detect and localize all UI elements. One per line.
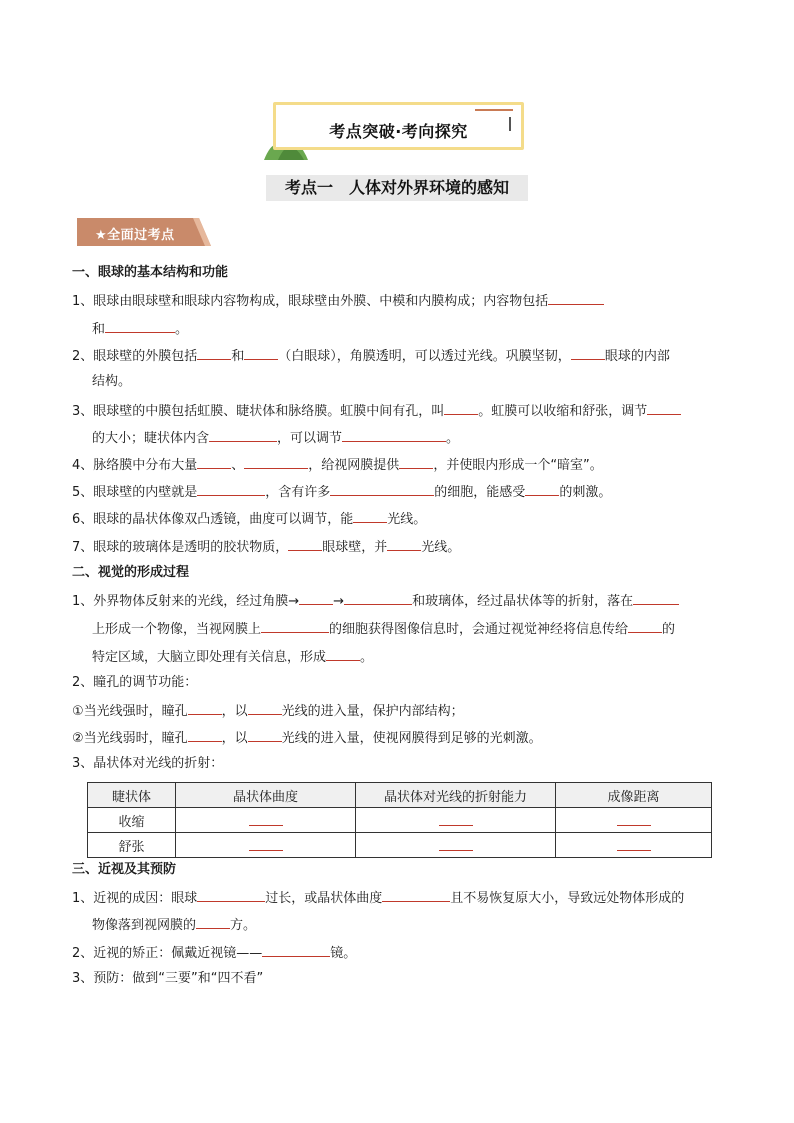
- answer-blank[interactable]: [344, 592, 412, 605]
- q4-line: [72, 456, 603, 474]
- banner-accent: [475, 109, 513, 111]
- answer-blank[interactable]: [197, 456, 231, 469]
- table-header-cell: 成像距离: [556, 783, 712, 808]
- q3-line: [72, 402, 681, 420]
- text: 光线的进入量，保护内部结构；: [281, 704, 464, 719]
- table-cell: [176, 833, 356, 858]
- text: 特定区域，大脑立即处理有关信息，形成: [92, 650, 327, 665]
- answer-blank[interactable]: [399, 456, 433, 469]
- answer-blank[interactable]: [249, 811, 283, 826]
- q3-line-2: [92, 429, 459, 447]
- m1-line: [72, 889, 684, 907]
- v1-line: [72, 592, 679, 610]
- answer-blank[interactable]: [249, 836, 283, 851]
- answer-blank[interactable]: [262, 944, 330, 957]
- answer-blank[interactable]: [387, 538, 421, 551]
- answer-blank[interactable]: [197, 889, 265, 902]
- text: 结构。: [92, 374, 132, 389]
- answer-blank[interactable]: [330, 483, 434, 496]
- answer-blank[interactable]: [647, 402, 681, 415]
- answer-blank[interactable]: [244, 347, 278, 360]
- text: 光线。: [387, 512, 427, 527]
- m1-line-2: [92, 916, 256, 934]
- answer-blank[interactable]: [197, 347, 231, 360]
- banner-box: [273, 102, 524, 150]
- answer-blank[interactable]: [353, 510, 387, 523]
- text: ，含有许多: [265, 485, 331, 500]
- v2a-line: [72, 702, 464, 720]
- tag-badge: [77, 218, 211, 246]
- text: 物像落到视网膜的: [92, 918, 197, 933]
- text: 1、眼球由眼球壁和眼球内容物构成，眼球壁由外膜、中模和内膜构成；内容物包括: [72, 294, 549, 309]
- text: 光线。: [421, 540, 461, 555]
- text: （白眼球），角膜透明，可以透过光线。巩膜坚韧，: [278, 349, 571, 364]
- answer-blank[interactable]: [197, 483, 265, 496]
- answer-blank[interactable]: [439, 811, 473, 826]
- text: 的大小；睫状体内含: [92, 431, 210, 446]
- text: ①当光线强时，瞳孔: [72, 704, 188, 719]
- q7-line: [72, 538, 460, 556]
- text: ②当光线弱时，瞳孔: [72, 731, 188, 746]
- text: 6、眼球的晶状体像双凸透镜，曲度可以调节，能: [72, 512, 354, 527]
- banner-title: 考点突破·考向探究: [329, 122, 468, 141]
- answer-blank[interactable]: [571, 347, 605, 360]
- v1-line-2: [92, 620, 675, 638]
- text: 3、眼球壁的中膜包括虹膜、睫状体和脉络膜。虹膜中间有孔，叫: [72, 404, 445, 419]
- table-row: [88, 808, 712, 833]
- text: 5、眼球壁的内壁就是: [72, 485, 198, 500]
- answer-blank[interactable]: [248, 702, 282, 715]
- answer-blank[interactable]: [444, 402, 478, 415]
- table-cell: [176, 808, 356, 833]
- answer-blank[interactable]: [525, 483, 559, 496]
- table-row-label: 舒张: [88, 833, 176, 858]
- q2-line: [72, 347, 670, 365]
- text: ，以: [221, 731, 248, 746]
- answer-blank[interactable]: [299, 592, 333, 605]
- table-row-label: 收缩: [88, 808, 176, 833]
- text: 2、近视的矫正：佩戴近视镜——: [72, 946, 263, 961]
- text: ，给视网膜提供: [308, 458, 400, 473]
- heading-myopia: 三、近视及其预防: [72, 862, 177, 877]
- answer-blank[interactable]: [105, 320, 175, 333]
- answer-blank[interactable]: [382, 889, 450, 902]
- table-cell: [556, 808, 712, 833]
- q1-line: [72, 292, 604, 310]
- answer-blank[interactable]: [628, 620, 662, 633]
- answer-blank[interactable]: [288, 538, 322, 551]
- text: →: [333, 594, 345, 609]
- table-header-row: [88, 783, 712, 808]
- text: 1、外界物体反射来的光线，经过角膜→: [72, 594, 300, 609]
- answer-blank[interactable]: [209, 429, 277, 442]
- text: 的细胞，能感受: [434, 485, 526, 500]
- table-cell: [556, 833, 712, 858]
- answer-blank[interactable]: [248, 729, 282, 742]
- heading-vision-process: 二、视觉的形成过程: [72, 565, 190, 580]
- answer-blank[interactable]: [548, 292, 604, 305]
- text: 且不易恢复原大小，导致远处物体形成的: [450, 891, 685, 906]
- text: 。: [446, 431, 460, 446]
- text: 的: [662, 622, 676, 637]
- text: 1、近视的成因：眼球: [72, 891, 198, 906]
- q5-line: [72, 483, 611, 501]
- answer-blank[interactable]: [261, 620, 329, 633]
- text: 镜。: [330, 946, 357, 961]
- text: 。: [175, 322, 189, 337]
- v2-line: 2、瞳孔的调节功能：: [72, 675, 198, 690]
- text: 和: [231, 349, 245, 364]
- table-row: [88, 833, 712, 858]
- answer-blank[interactable]: [244, 456, 308, 469]
- text: ，并使眼内形成一个“暗室”。: [433, 458, 603, 473]
- m3-line: 3、预防：做到“三要”和“四不看”: [72, 971, 264, 986]
- answer-blank[interactable]: [342, 429, 446, 442]
- answer-blank[interactable]: [196, 916, 230, 929]
- text: ，以: [221, 704, 248, 719]
- text: 的刺激。: [559, 485, 612, 500]
- text: 。: [360, 650, 374, 665]
- text: 和: [92, 322, 106, 337]
- text: 2、眼球壁的外膜包括: [72, 349, 198, 364]
- heading-eye-structure: 一、眼球的基本结构和功能: [72, 265, 229, 280]
- v2b-line: [72, 729, 542, 747]
- text: 上形成一个物像，当视网膜上: [92, 622, 262, 637]
- text: ，可以调节: [277, 431, 343, 446]
- text: 、: [231, 458, 245, 473]
- text: 过长，或晶状体曲度: [265, 891, 383, 906]
- answer-blank[interactable]: [633, 592, 679, 605]
- text: 的细胞获得图像信息时，会通过视觉神经将信息传给: [329, 622, 629, 637]
- answer-blank[interactable]: [188, 702, 222, 715]
- q2-line-2: [92, 374, 131, 390]
- text: 眼球的内部: [604, 349, 670, 364]
- table-header-cell: 睫状体: [88, 783, 176, 808]
- tag-label: ★全面过考点: [95, 228, 175, 243]
- text: 7、眼球的玻璃体是透明的胶状物质，: [72, 540, 289, 555]
- text: 4、脉络膜中分布大量: [72, 458, 198, 473]
- answer-blank[interactable]: [617, 811, 651, 826]
- section-title: 考点一 人体对外界环境的感知: [266, 175, 528, 201]
- text: 方。: [230, 918, 257, 933]
- answer-blank[interactable]: [439, 836, 473, 851]
- answer-blank[interactable]: [326, 648, 360, 661]
- v1-line-3: [92, 648, 373, 666]
- banner: [264, 102, 528, 158]
- q1-line-2: [92, 320, 188, 338]
- lens-refraction-table: [87, 782, 712, 858]
- v3-line: 3、晶状体对光线的折射：: [72, 756, 224, 771]
- text: 和玻璃体，经过晶状体等的折射，落在: [412, 594, 634, 609]
- text: 。虹膜可以收缩和舒张，调节: [478, 404, 648, 419]
- answer-blank[interactable]: [617, 836, 651, 851]
- text: 眼球壁，并: [322, 540, 388, 555]
- table-header-cell: 晶状体对光线的折射能力: [356, 783, 556, 808]
- table-header-cell: 晶状体曲度: [176, 783, 356, 808]
- m2-line: [72, 944, 356, 962]
- text: 光线的进入量，使视网膜得到足够的光刺激。: [281, 731, 542, 746]
- table-cell: [356, 808, 556, 833]
- table-cell: [356, 833, 556, 858]
- answer-blank[interactable]: [188, 729, 222, 742]
- q6-line: [72, 510, 426, 528]
